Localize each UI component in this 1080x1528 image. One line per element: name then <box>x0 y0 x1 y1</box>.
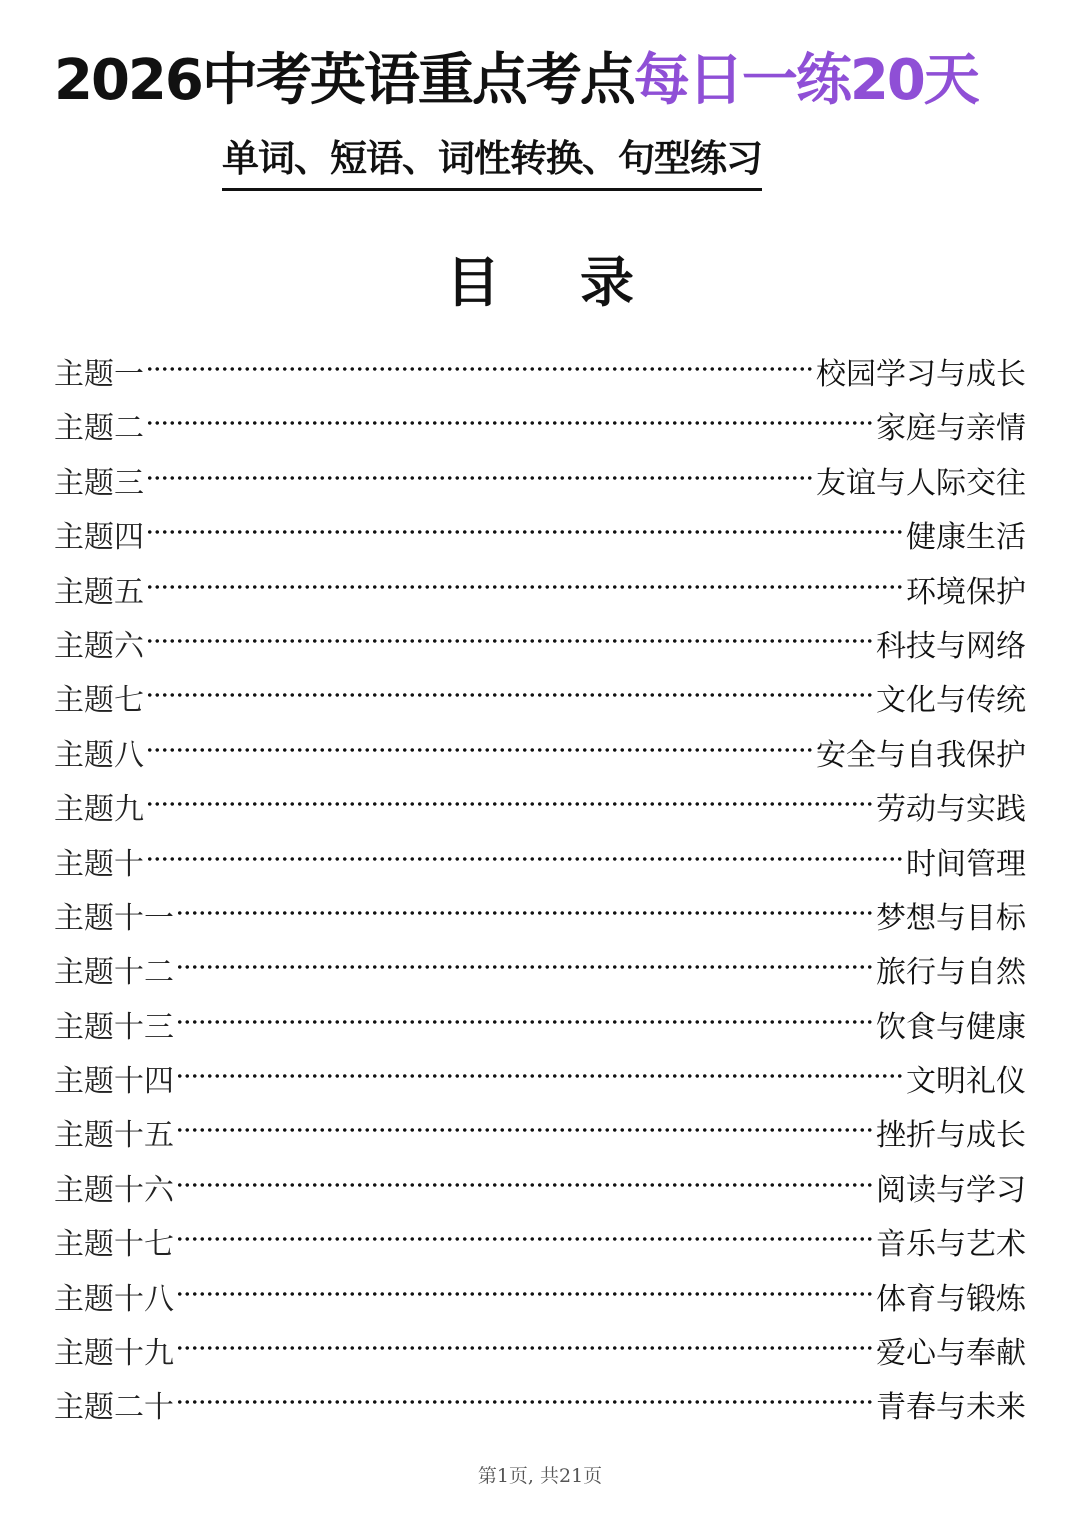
toc-entry <box>54 820 1026 882</box>
document-title <box>54 44 1054 118</box>
toc-entry-topic: 体育与锻炼 <box>876 1281 1026 1317</box>
dot-leader <box>146 384 874 438</box>
toc-entry-topic: 友谊与人际交往 <box>816 465 1026 501</box>
toc-entry-topic: 家庭与亲情 <box>876 411 1026 447</box>
toc-entry-topic: 科技与网络 <box>876 628 1026 664</box>
toc-entry-label: 主题十 <box>54 846 144 882</box>
toc-entry-topic: 健康生活 <box>906 520 1026 556</box>
toc-entry-label: 主题十六 <box>54 1172 174 1208</box>
dot-leader <box>176 1309 874 1363</box>
toc-entry-label: 主题四 <box>54 520 144 556</box>
toc-entry-label: 主题十八 <box>54 1281 174 1317</box>
dot-leader <box>176 1363 874 1417</box>
toc-entry-label: 主题十二 <box>54 955 174 991</box>
toc-entry-label: 主题九 <box>54 792 144 828</box>
toc-entry-topic: 环境保护 <box>906 574 1026 610</box>
toc-entry-label: 主题十四 <box>54 1064 174 1100</box>
toc-entry-topic: 挫折与成长 <box>876 1118 1026 1154</box>
dot-leader <box>146 439 814 493</box>
toc-entry-label: 主题十九 <box>54 1336 174 1372</box>
dot-leader <box>146 330 814 384</box>
toc-entry <box>54 548 1026 610</box>
toc-entry <box>54 602 1026 664</box>
dot-leader <box>176 1146 874 1200</box>
toc-entry-topic: 文化与传统 <box>876 683 1026 719</box>
table-of-contents <box>54 330 1026 1426</box>
toc-entry-label: 主题三 <box>54 465 144 501</box>
document-subtitle: 单词、短语、词性转换、句型练习 <box>222 134 762 191</box>
toc-heading: 目录 <box>446 250 714 314</box>
toc-entry-topic: 时间管理 <box>906 846 1026 882</box>
dot-leader <box>176 1037 904 1091</box>
toc-entry-topic: 梦想与目标 <box>876 900 1026 936</box>
dot-leader <box>146 602 874 656</box>
toc-entry-label: 主题七 <box>54 683 144 719</box>
title-accent-part: 每日一练20天 <box>633 48 978 113</box>
page-number: 第1页, 共21页 <box>477 1465 603 1487</box>
toc-entry <box>54 1091 1026 1154</box>
toc-entry <box>54 874 1026 936</box>
toc-entry-topic: 安全与自我保护 <box>816 737 1026 773</box>
toc-entry-topic: 饮食与健康 <box>876 1009 1026 1045</box>
toc-entry-topic: 青春与未来 <box>876 1390 1026 1426</box>
dot-leader <box>146 765 874 819</box>
toc-entry-topic: 校园学习与成长 <box>816 357 1026 392</box>
toc-entry-label: 主题十一 <box>54 900 174 936</box>
toc-entry-topic: 爱心与奉献 <box>876 1336 1026 1372</box>
toc-entry <box>54 493 1026 556</box>
toc-entry-label: 主题六 <box>54 628 144 664</box>
dot-leader <box>146 711 814 765</box>
toc-entry-label: 主题二十 <box>54 1390 174 1426</box>
toc-entry-label: 主题十五 <box>54 1118 174 1154</box>
dot-leader <box>176 983 874 1037</box>
toc-entry-label: 主题八 <box>54 737 144 773</box>
toc-entry <box>54 1037 1026 1100</box>
toc-entry-topic: 劳动与实践 <box>876 792 1026 828</box>
toc-entry-topic: 阅读与学习 <box>876 1172 1026 1208</box>
dot-leader <box>176 874 874 928</box>
dot-leader <box>146 548 904 602</box>
toc-entry <box>54 330 1026 392</box>
dot-leader <box>146 493 904 547</box>
dot-leader <box>176 928 874 982</box>
dot-leader <box>176 1091 874 1145</box>
toc-entry-label: 主题十三 <box>54 1009 174 1045</box>
dot-leader <box>176 1255 874 1309</box>
title-main-part: 2026中考英语重点考点 <box>54 48 634 113</box>
dot-leader <box>146 656 874 710</box>
toc-entry-label: 主题五 <box>54 574 144 610</box>
dot-leader <box>146 820 904 874</box>
toc-entry-label: 主题二 <box>54 411 144 447</box>
toc-entry-label: 主题十七 <box>54 1227 174 1263</box>
toc-entry-label: 主题一 <box>54 357 144 392</box>
toc-entry-topic: 旅行与自然 <box>876 955 1026 991</box>
toc-entry-topic: 音乐与艺术 <box>876 1227 1026 1263</box>
dot-leader <box>176 1200 874 1254</box>
toc-entry-topic: 文明礼仪 <box>906 1064 1026 1100</box>
